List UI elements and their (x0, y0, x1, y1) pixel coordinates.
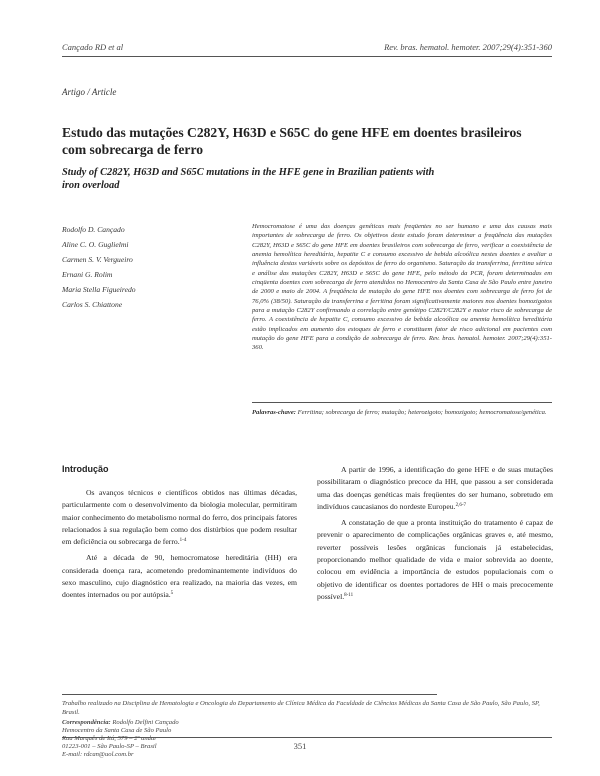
author-list (62, 222, 232, 312)
running-header-authors: Cançado RD et al (62, 42, 124, 52)
body-paragraph (317, 464, 553, 513)
abstract-rule (252, 402, 552, 403)
correspondence-block (62, 719, 362, 759)
title-english-line: iron overload (62, 180, 120, 191)
correspondence-line: Rua Marquês de Itú, 579 – 2º andar (62, 735, 157, 743)
paragraph-text: Até a década de 90, hemocromatose hereditária (HH) era considerada doença rara, acometendo predominantemente indivíduos do sexo masculino, cujo diagnóstico era realizado, na maioria das vezes, em doentes internados ou por autópsia. (62, 553, 297, 600)
title-english-line: Study of C282Y, H63D and S65C mutations in the HFE gene in Brazilian patients with (62, 167, 435, 178)
citation-ref: 8-11 (344, 592, 354, 598)
body-paragraph (62, 552, 297, 601)
body-column-right (317, 464, 553, 603)
author-name: Ernani G. Rolim (62, 270, 113, 279)
title-portuguese-line: Estudo das mutações C282Y, H63D e S65C do gene HFE em doentes brasileiros (62, 125, 522, 140)
page-number: 351 (293, 741, 307, 751)
correspondence-name: Rodolfo Delfini Cançado (112, 719, 179, 726)
title-portuguese-line: com sobrecarga de ferro (62, 141, 204, 157)
correspondence-label: Correspondência: (62, 719, 111, 726)
keywords-label: Palavras-chave: (252, 409, 296, 416)
author-name: Rodolfo D. Cançado (62, 225, 125, 234)
correspondence-email: E-mail: rdcan@uol.com.br (62, 751, 134, 759)
paragraph-text: A partir de 1996, a identificação do gene HFE e de suas mutações possibilitaram o diagnóstico precoce da HH, que passou a ser considerada uma das doenças genéticas mais freqüentes do ser humano, sobretudo em indivíduos caucasianos do nordeste Europeu. (317, 465, 553, 511)
footnote-rule (62, 694, 437, 695)
citation-ref: 2,6-7 (455, 502, 466, 508)
keywords-text: Ferritina; sobrecarga de ferro; mutação; heterozigoto; homozigoto; hemocromatose/genética. (297, 409, 547, 416)
correspondence-line: 01223-001 – São Paulo-SP – Brasil (62, 743, 157, 751)
citation-ref: 1-4 (179, 538, 187, 544)
affiliation-footnote: Trabalho realizado na Disciplina de Hematologia e Oncologia do Departamento de Clínica Médica da Faculdade de Ciências Médicas da Santa Casa de São Paulo, São Paulo, SP, Brasil. (62, 700, 540, 717)
header-rule (62, 56, 552, 57)
author-name: Carmen S. V. Vergueiro (62, 255, 133, 264)
body-paragraph (317, 517, 553, 603)
body-column-left (62, 487, 297, 602)
citation-ref: 5 (170, 591, 174, 597)
keywords (252, 408, 552, 417)
abstract: Hemocromatose é uma das doenças genéticas mais freqüentes no ser humano e uma das causas mais importantes de sobrecarga de ferro. Os objetivos deste estudo foram determinar a freqüência das mutações C282Y, H63D e S65C do gene HFE em doentes brasileiros com sobrecarga de ferro, verificar a coexistência de anemia hemolítica hereditária, hepatite C e consumo excessivo de bebida alcoólica nestes doentes e avaliar a influência destas variáveis sobre os depósitos de ferro do organismo. Saturação da transferrina, ferritina sérica e análise das mutações C282Y, H63D e S65C do gene HFE, pelo método da PCR, foram determinadas em cinqüenta doentes com sobrecarga de ferro atendidos no Hemocentro da Santa Casa de São Paulo entre janeiro de 2000 e maio de 2004. A freqüência de mutação do gene HFE nos doentes com sobrecarga de ferro foi de 76,0% (38/50). Saturação da transferrina e ferritina foram significativamente maiores nos doentes homozigotos para a mutação C282Y confirmando a correlação entre genótipo C282Y/C282Y e maior risco de sobrecarga de ferro. A coexistência de hepatite C, consumo excessivo de bebida alcoólica ou anemia hemolítica hereditária estão implicados em aumento dos estoques de ferro e constituem fator de risco adicional em pacientes com mutação do gene HFE para a condição de sobrecarga de ferro. Rev. bras. hematol. hemoter. 2007;29(4):351-360. (252, 223, 552, 352)
running-header-citation: Rev. bras. hematol. hemoter. 2007;29(4):351-360 (384, 42, 552, 52)
title-portuguese (62, 125, 552, 158)
article-type-label: Artigo / Article (62, 87, 117, 97)
body-paragraph (62, 487, 297, 548)
section-heading-introduction: Introdução (62, 464, 109, 474)
author-name: Aline C. O. Guglielmi (62, 240, 129, 249)
correspondence-line: Hemocentro da Santa Casa de São Paulo (62, 727, 172, 735)
paragraph-text: A constatação de que a pronta instituição do tratamento é capaz de prevenir o aparecimento de complicações orgânicas graves e, até mesmo, reverter possíveis lesões orgânicas funcionais já estabelecidas, proporcionando melhor qualidade de vida e maior sobrevida ao doente, colocou em evidência a importância de estudos populacionais com o objetivo de identificar os doentes portadores de HH o mais precocemente possível. (317, 518, 553, 601)
author-name: Carlos S. Chiattone (62, 300, 123, 309)
title-english (62, 166, 522, 192)
author-name: Maria Stella Figueiredo (62, 285, 136, 294)
paragraph-text: Os avanços técnicos e científicos obtidos nas últimas décadas, particularmente com o desenvolvimento da biologia molecular, permitiram maior conhecimento do metabolismo normal do ferro, dos principais fatores relacionados à sua regulação bem como dos distúrbios que podem resultar em deficiência ou sobrecarga de ferro. (62, 488, 297, 547)
footer-rule (62, 737, 552, 738)
